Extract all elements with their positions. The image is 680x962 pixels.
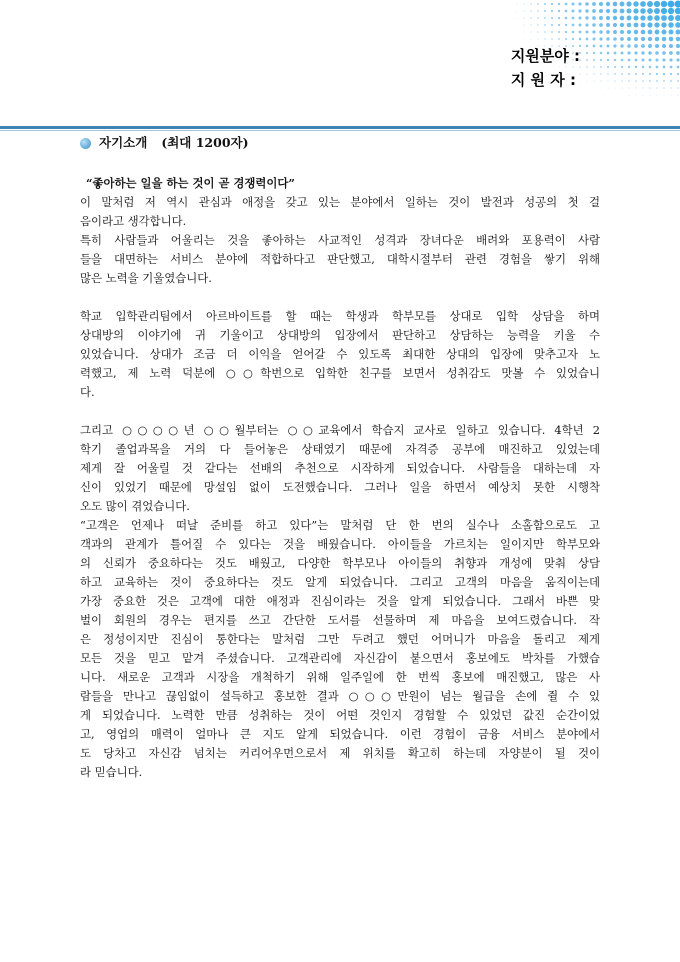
halftone-dot (558, 17, 560, 19)
halftone-dot (524, 25, 525, 26)
halftone-dot (655, 51, 659, 55)
halftone-dot (634, 23, 639, 28)
halftone-dot (531, 39, 532, 40)
halftone-dot (592, 30, 595, 33)
halftone-dot (600, 45, 603, 48)
essay-line: 력했고, 제 노력 덕분에 ○○학번으로 입학한 친구를 보면서 성취감도 맛볼 수 있었습니 (80, 366, 600, 380)
halftone-dot (558, 3, 560, 5)
halftone-dot (606, 37, 609, 40)
halftone-dot (627, 30, 631, 34)
halftone-dot (655, 58, 658, 61)
halftone-dot (668, 15, 674, 21)
essay-line: 도 당차고 자신감 넘치는 커리어우먼으로서 제 위치를 확고히 하는데 자양분이 될 것이 (80, 746, 600, 760)
halftone-dot (649, 73, 651, 75)
halftone-dot (614, 80, 615, 81)
halftone-dot (668, 22, 674, 28)
halftone-dot (663, 66, 666, 69)
halftone-dot (599, 23, 603, 27)
essay-line: 은 정성이지만 진심이 통한다는 말처럼 그만 두려고 했던 어머니가 마음을 돌리고 제게 (80, 632, 600, 646)
halftone-dot (635, 87, 636, 88)
halftone-dot (614, 73, 616, 75)
halftone-dot (523, 10, 524, 11)
halftone-dot (661, 1, 668, 8)
essay-line: 상대방의 이야기에 귀 기울이고 상대방의 입장에서 판단하고 상담하는 능력을 키울 수 (80, 328, 600, 342)
essay-line: 고, 영업의 매력이 얼마나 큰 지도 알게 되었습니다. 이런 경험이 금융 서비스 분야에서 (80, 727, 600, 741)
halftone-dot (578, 2, 581, 5)
halftone-dot (530, 10, 531, 11)
halftone-dot (613, 9, 618, 14)
halftone-dot (600, 52, 603, 55)
halftone-dot (607, 52, 610, 55)
halftone-dot (675, 8, 680, 14)
halftone-dot (654, 15, 660, 21)
halftone-dot (593, 45, 596, 48)
halftone-dot (572, 17, 575, 20)
halftone-dot (647, 8, 653, 14)
halftone-dot (634, 37, 638, 41)
halftone-dot (613, 44, 616, 47)
halftone-dot (626, 1, 631, 6)
halftone-dot (669, 58, 672, 61)
halftone-dot (537, 38, 538, 39)
halftone-dot (578, 9, 581, 12)
halftone-dot (592, 9, 596, 13)
halftone-dot (641, 23, 646, 28)
halftone-dot (648, 44, 652, 48)
halftone-dot (599, 37, 602, 40)
halftone-dot (592, 16, 596, 20)
halftone-dot (620, 30, 624, 34)
halftone-dot (586, 38, 589, 41)
halftone-dot (668, 8, 674, 14)
essay-line: 특히 사람들과 어울리는 것을 좋아하는 사교적인 성격과 장녀다운 배려와 포용력이 사람 (80, 233, 600, 247)
halftone-dot (677, 87, 678, 88)
halftone-dot (524, 32, 525, 33)
halftone-dot (614, 59, 616, 61)
halftone-dot (649, 66, 652, 69)
halftone-dot (586, 59, 588, 61)
halftone-dot (613, 16, 617, 20)
halftone-dot (592, 2, 596, 6)
halftone-dot (635, 59, 638, 62)
halftone-dot (614, 66, 616, 68)
halftone-dot (677, 73, 679, 75)
halftone-dot (600, 73, 601, 74)
essay-line: 람들을 만나고 끊임없이 설득하고 홍보한 결과 ○○○만원이 넘는 월급을 손에 쥘 수 있 (80, 689, 600, 703)
halftone-dot (572, 24, 575, 27)
halftone-dot (551, 24, 553, 26)
halftone-dot (626, 8, 631, 13)
halftone-dot (636, 95, 637, 96)
halftone-dot (544, 10, 546, 12)
halftone-dot (586, 45, 588, 47)
essay-line: 다. (80, 385, 95, 399)
header-divider (0, 126, 680, 129)
halftone-dot (627, 16, 632, 21)
halftone-dot (634, 51, 637, 54)
halftone-dot (606, 9, 610, 13)
halftone-dot (641, 44, 645, 48)
halftone-dot (510, 11, 511, 12)
halftone-dot (593, 66, 595, 68)
halftone-dot (647, 15, 653, 21)
halftone-dot (572, 31, 575, 34)
halftone-dot (613, 23, 617, 27)
halftone-dot (586, 73, 587, 74)
halftone-dot (640, 1, 646, 7)
halftone-dot (634, 30, 638, 34)
halftone-dot (655, 30, 660, 35)
halftone-dot (531, 32, 532, 33)
halftone-dot (662, 58, 665, 61)
halftone-dot (655, 37, 659, 41)
halftone-dot (676, 37, 680, 42)
essay-line: 니다. 새로운 고객과 시장을 개척하기 위해 일주일에 한 번씩 홍보에 매진했고, 많은 사 (80, 670, 600, 684)
halftone-dot (599, 30, 602, 33)
halftone-dot (613, 2, 618, 7)
halftone-dot (544, 31, 546, 33)
halftone-dot (558, 24, 560, 26)
halftone-dot (621, 59, 624, 62)
halftone-dot (544, 3, 546, 5)
halftone-dot (649, 80, 651, 82)
halftone-dot (670, 73, 672, 75)
halftone-dot (621, 66, 623, 68)
halftone-dot (654, 1, 660, 7)
halftone-dot (517, 4, 518, 5)
halftone-dot (585, 16, 588, 19)
essay-line: 객과의 관계가 틀어질 수 있다는 것을 배웠습니다. 아이들을 가르치는 일이지만 학부모와 (80, 537, 600, 551)
essay-line: 게 되었습니다. 노력한 만큼 성취하는 것이 어떤 것인지 경험할 수 있었던 값진 순간이었 (80, 708, 600, 722)
halftone-dot (593, 52, 595, 54)
halftone-dot (641, 51, 644, 54)
halftone-dot (647, 22, 652, 27)
halftone-dot (601, 88, 602, 89)
halftone-dot (585, 9, 589, 13)
halftone-dot (620, 23, 624, 27)
essay-line: 오도 많이 겪었습니다. (80, 499, 190, 513)
halftone-dot (551, 31, 553, 33)
halftone-dot (606, 30, 610, 34)
halftone-dot (621, 52, 624, 55)
halftone-dot (627, 44, 631, 48)
section-title: 자기소개 (99, 135, 148, 150)
halftone-dot (607, 73, 609, 75)
essay-line: 의 신뢰가 중요하다는 것도 배웠고, 다양한 학부모나 아이들의 취향과 개성에 맞춰 상담 (80, 556, 600, 570)
halftone-dot (524, 18, 525, 19)
halftone-dot (677, 66, 680, 69)
halftone-dot (544, 24, 546, 26)
halftone-dot (530, 17, 531, 18)
halftone-dot (558, 10, 560, 12)
halftone-dot (587, 81, 588, 82)
halftone-dot (656, 80, 658, 82)
halftone-dot (614, 52, 617, 55)
essay-line: “고객은 언제나 떠날 준비를 하고 있다”는 말처럼 단 한 번의 실수나 소홀함으로도 고 (80, 518, 600, 532)
halftone-dot (544, 38, 545, 39)
halftone-dot (565, 24, 567, 26)
halftone-dot (671, 95, 672, 96)
halftone-dot (585, 23, 588, 26)
halftone-dot (572, 38, 574, 40)
halftone-dot (656, 66, 659, 69)
halftone-dot (565, 3, 568, 6)
halftone-dot (600, 66, 602, 68)
halftone-dot (613, 30, 617, 34)
halftone-dot (627, 51, 630, 54)
halftone-dot (606, 16, 610, 20)
halftone-dot (677, 80, 679, 82)
halftone-dot (633, 15, 638, 20)
halftone-dot (670, 87, 671, 88)
halftone-dot (642, 59, 645, 62)
halftone-dot (606, 44, 609, 47)
halftone-dot (641, 30, 646, 35)
section-limit: (최대 1200자) (161, 135, 249, 150)
halftone-dot (661, 15, 667, 21)
halftone-dot (537, 24, 538, 25)
halftone-dot (654, 8, 660, 14)
halftone-dot (676, 58, 679, 61)
halftone-dot (657, 95, 658, 96)
halftone-dot (600, 59, 602, 61)
essay-body (80, 174, 600, 782)
halftone-dot (620, 16, 625, 21)
halftone-dot (599, 9, 603, 13)
halftone-dot (579, 31, 582, 34)
halftone-dot (668, 1, 675, 8)
halftone-dot (606, 2, 610, 6)
essay-line: 음이라고 생각합니다. (80, 214, 187, 228)
halftone-dot (656, 87, 657, 88)
halftone-dot (640, 8, 646, 14)
halftone-dot (558, 31, 560, 33)
halftone-dot (537, 3, 539, 5)
halftone-dot (641, 37, 645, 41)
halftone-dot (565, 38, 567, 40)
halftone-dot (663, 87, 664, 88)
halftone-dot (629, 95, 630, 96)
halftone-dot (579, 24, 582, 27)
halftone-dot (633, 8, 638, 13)
essay-line: 모든 것을 믿고 맡겨 주셨습니다. 고객관리에 자신감이 붙으면서 홍보에도 박차를 가했습 (80, 651, 600, 665)
halftone-dot (649, 87, 650, 88)
halftone-dot (578, 16, 581, 19)
halftone-dot (662, 37, 667, 42)
halftone-dot (586, 52, 588, 54)
halftone-dot (642, 73, 644, 75)
halftone-dot (628, 80, 629, 81)
halftone-dot (579, 38, 582, 41)
halftone-dot (607, 66, 609, 68)
essay-lines (80, 193, 600, 782)
halftone-dot (620, 9, 625, 14)
halftone-dot (530, 3, 531, 4)
halftone-dot (606, 23, 610, 27)
halftone-dot (620, 44, 623, 47)
halftone-dot (551, 17, 553, 19)
halftone-dot (640, 15, 645, 20)
halftone-dot (670, 80, 672, 82)
halftone-dot (523, 3, 524, 4)
halftone-dot (675, 1, 680, 8)
halftone-dot (586, 31, 589, 34)
halftone-dot (628, 66, 630, 68)
halftone-dot (621, 73, 623, 75)
halftone-dot (643, 95, 644, 96)
essay-line: 신이 있었기 때문에 망설임 없이 도전했습니다. 그러나 일을 하면서 예상치 못한 시행착 (80, 480, 600, 494)
halftone-dot (628, 73, 630, 75)
halftone-dot (650, 95, 651, 96)
halftone-dot (647, 1, 653, 7)
halftone-dot (661, 22, 666, 27)
halftone-dot (655, 44, 659, 48)
halftone-dot (517, 11, 518, 12)
halftone-dot (669, 37, 674, 42)
halftone-dot (517, 18, 518, 19)
halftone-dot (551, 38, 553, 40)
halftone-dot (628, 59, 631, 62)
halftone-dot (648, 37, 652, 41)
halftone-dot (642, 66, 645, 69)
halftone-dot (635, 73, 637, 75)
halftone-dot (634, 44, 638, 48)
halftone-dot (510, 4, 511, 5)
paragraph-gap (80, 288, 600, 307)
essay-line: 그리고 ○○○○년 ○○월부터는 ○○교육에서 학습지 교사로 일하고 있습니다. 4학년 2 (80, 423, 600, 437)
section-heading (80, 133, 249, 153)
halftone-dot (524, 39, 525, 40)
halftone-dot (622, 88, 623, 89)
halftone-dot (663, 73, 665, 75)
halftone-dot (537, 10, 539, 12)
halftone-dot (593, 38, 596, 41)
halftone-dot (621, 80, 622, 81)
halftone-dot (675, 22, 680, 28)
halftone-dot (668, 29, 673, 34)
halftone-dot (586, 66, 587, 67)
halftone-dot (633, 1, 638, 6)
applicant-info (511, 44, 580, 92)
essay-line: 라 믿습니다. (80, 765, 143, 779)
essay-line: 학기 졸업과목을 거의 다 들어놓은 상태였기 때문에 자격증 공부에 매진하고 있었는데 (80, 442, 600, 456)
essay-line: 제게 잘 어울릴 것 같다는 선배의 추천으로 시작하게 되었습니다. 사람들을 대하는데 자 (80, 461, 600, 475)
halftone-dot (635, 80, 637, 82)
essay-line: 가장 중요한 것은 고객에 대한 애정과 진심이라는 것을 알게 되었습니다. 그래서 바쁜 맞 (80, 594, 600, 608)
header-divider-light (0, 130, 680, 131)
paragraph-gap (80, 402, 600, 421)
halftone-dot (544, 17, 546, 19)
halftone-dot (615, 88, 616, 89)
halftone-dot (661, 8, 667, 14)
halftone-dot (599, 16, 603, 20)
halftone-dot (599, 2, 603, 6)
essay-line: 하고 교육하는 것이 중요하다는 것도 알게 되었습니다. 그리고 고객의 마음을 움직이는데 (80, 575, 600, 589)
halftone-dot (656, 73, 658, 75)
field-label: 지원분야 : (510, 47, 580, 65)
essay-line: 이 말처럼 저 역시 관심과 애정을 갖고 있는 분야에서 일하는 것이 발전과 성공의 첫 걸 (80, 195, 600, 209)
halftone-dot (642, 87, 643, 88)
halftone-dot (670, 66, 673, 69)
halftone-dot (663, 80, 665, 82)
halftone-dot (669, 51, 673, 55)
halftone-dot (551, 3, 553, 5)
halftone-dot (676, 51, 680, 55)
halftone-dot (662, 44, 666, 48)
halftone-dot (648, 51, 651, 54)
halftone-dot (664, 95, 665, 96)
halftone-dot (675, 15, 680, 21)
essay-line: 벌이 회원의 경우는 편지를 쓰고 간단한 도서를 선물하며 제 마음을 보여드렸습니다. 작 (80, 613, 600, 627)
halftone-dot (594, 81, 595, 82)
halftone-dot (662, 51, 666, 55)
halftone-dot (585, 2, 589, 6)
halftone-dot (607, 59, 609, 61)
halftone-dot (601, 81, 602, 82)
halftone-dot (565, 10, 568, 13)
halftone-dot (558, 38, 560, 40)
halftone-dot (635, 66, 637, 68)
halftone-dot (648, 58, 651, 61)
halftone-dot (572, 10, 575, 13)
halftone-dot (675, 29, 680, 34)
halftone-dot (592, 23, 595, 26)
halftone-dot (571, 2, 574, 5)
halftone-dot (551, 10, 553, 12)
halftone-dot (678, 95, 679, 96)
halftone-dot (620, 37, 624, 41)
halftone-dot (608, 88, 609, 89)
halftone-dot (593, 73, 594, 74)
halftone-dot (537, 31, 538, 32)
halftone-dot (642, 80, 644, 82)
halftone-dot (537, 17, 539, 19)
halftone-dot (669, 44, 673, 48)
halftone-dot (613, 37, 617, 41)
halftone-dot (607, 80, 608, 81)
halftone-dot (620, 2, 625, 7)
halftone-dot (628, 87, 629, 88)
halftone-dot (627, 23, 632, 28)
halftone-dot (676, 44, 680, 48)
essay-headline: “좋아하는 일을 하는 것이 곧 경쟁력이다” (86, 176, 295, 190)
halftone-dot (627, 37, 631, 41)
essay-line: 학교 입학관리팀에서 아르바이트를 할 때는 학생과 학부모를 상대로 입학 상담을 하며 (80, 309, 600, 323)
halftone-dot (654, 22, 659, 27)
halftone-dot (565, 17, 568, 20)
halftone-dot (648, 30, 653, 35)
halftone-dot (662, 30, 667, 35)
essay-line: 있었습니다. 상대가 조금 더 이익을 얻어갈 수 있도록 최대한 상대의 입장에 맞추고자 노 (80, 347, 600, 361)
applicant-label: 지 원 자 : (510, 71, 576, 89)
halftone-dot (565, 31, 567, 33)
halftone-dot (593, 59, 595, 61)
essay-line: 들을 대면하는 서비스 분야에 적합하다고 판단했고, 대학시절부터 관련 경험을 쌓기 위해 (80, 252, 600, 266)
bullet-icon (80, 138, 91, 149)
halftone-dot (517, 25, 518, 26)
essay-line: 많은 노력을 기울였습니다. (80, 271, 212, 285)
halftone-dot (530, 24, 531, 25)
